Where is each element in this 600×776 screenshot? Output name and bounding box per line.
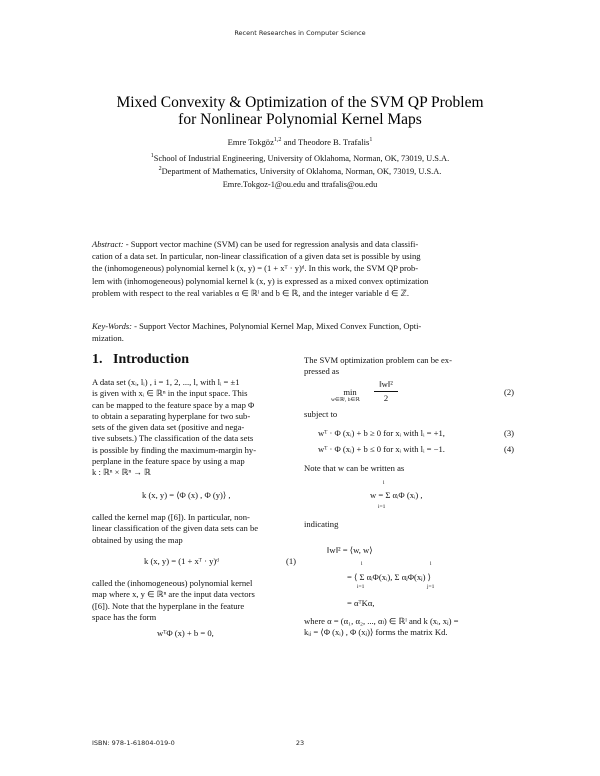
sum-upper-limit: l <box>361 561 363 567</box>
keywords <box>92 320 516 344</box>
keywords-label: Key-Words: <box>92 321 132 331</box>
title-line-2: for Nonlinear Polynomial Kernel Maps <box>178 111 422 128</box>
text-line: called the kernel map ([6]). In particular, non- <box>92 512 250 522</box>
text-line: tive subsets.) The classification of the data sets <box>92 433 254 444</box>
equation-2-numerator: ‖w‖² <box>379 379 393 389</box>
equation-2-number: (2) <box>503 387 514 397</box>
abstract-line: lem with (inhomogeneous) polynomial kernel k (x, y) is expressed as a mixed convex optimization <box>92 275 429 286</box>
text-line: is given with xᵢ ∈ ℝⁿ in the input space. This <box>92 388 248 399</box>
affiliation-2 <box>60 164 540 177</box>
intro-paragraph-3 <box>92 578 296 623</box>
text-line: pressed as <box>304 366 340 377</box>
paper-title <box>60 94 540 128</box>
text-line: k : ℝⁿ × ℝⁿ → ℝ <box>92 467 151 478</box>
equation-4: wᵀ · Φ (xᵢ) + b ≤ 0 for xᵢ with lᵢ = −1. <box>318 444 445 454</box>
equation-norm-1: ‖w‖² = ⟨w, w⟩ <box>327 545 373 555</box>
equation-w: w = Σ αᵢΦ (xᵢ) , <box>370 490 423 500</box>
sum-upper-limit: l <box>383 480 385 486</box>
text-line: kᵢⱼ = ⟨Φ (xᵢ) , Φ (xⱼ)⟩ forms the matrix Kd. <box>304 627 448 638</box>
text-line: where α = (α₁, α₂, ..., αₗ) ∈ ℝˡ and k (xᵢ, xⱼ) = <box>304 616 459 626</box>
text-line: ([6]). Note that the hyperplane in the feature <box>92 600 245 611</box>
title-line-1: Mixed Convexity & Optimization of the SVM QP Problem <box>116 94 484 111</box>
equation-3-number: (3) <box>503 428 514 438</box>
text-line: called the (inhomogeneous) polynomial kernel <box>92 578 253 588</box>
text-line: perplane in the feature space by using a map <box>92 456 245 467</box>
note-text: Note that w can be written as <box>304 463 405 473</box>
text-line: can be mapped to the feature space by a map Φ <box>92 399 255 410</box>
equation-hyperplane: wᵀΦ (x) + b = 0, <box>157 628 214 638</box>
abstract-line: problem with respect to the real variables α ∈ ℝˡ and b ∈ ℝ, and the integer variable d ∈ ℤ. <box>92 287 409 298</box>
abstract-line: the (inhomogeneous) polynomial kernel k (x, y) = (1 + xᵀ · y)ᵈ. In this work, the SVM QP prob- <box>92 263 419 274</box>
affiliation-2-mark: 2 <box>158 166 162 172</box>
sum-lower-limit: i=1 <box>378 504 386 510</box>
author-2-affil: 1 <box>369 137 373 143</box>
equation-2-min: min <box>343 387 357 397</box>
keywords-line: mization. <box>92 333 124 344</box>
page-number: 23 <box>295 739 305 747</box>
equation-3: wᵀ · Φ (xᵢ) + b ≥ 0 for xᵢ with lᵢ = +1, <box>318 428 445 438</box>
abstract <box>92 238 516 299</box>
affiliation-1-mark: 1 <box>150 153 154 159</box>
equation-norm-2-text: = ⟨ Σ αᵢΦ(xᵢ), Σ αⱼΦ(xⱼ) ⟩ <box>347 572 432 582</box>
author-1-affil: 1,2 <box>273 137 282 143</box>
authors <box>60 135 540 148</box>
svm-paragraph-last <box>304 616 514 639</box>
text-line: to obtain a separating hyperplane for two sub- <box>92 410 251 421</box>
running-header: Recent Researches in Computer Science <box>234 29 366 37</box>
text-line: sets of the given data set (positive and nega- <box>92 422 245 433</box>
text-line: obtained by using the map <box>92 534 183 545</box>
text-line: map where x, y ∈ ℝⁿ are the input data vectors <box>92 589 255 600</box>
footer-isbn: ISBN: 978-1-61804-019-0 <box>92 739 175 747</box>
author-1: Emre Tokgöz <box>227 136 274 147</box>
author-emails: Emre.Tokgoz-1@ou.edu and ttrafalis@ou.edu <box>222 180 378 189</box>
affiliation-1 <box>60 151 540 164</box>
equation-4-number: (4) <box>503 444 514 454</box>
intro-paragraph-1 <box>92 377 296 479</box>
author-2: and Theodore B. Trafalis <box>281 136 370 147</box>
equation-1-number: (1) <box>285 556 296 566</box>
affiliation-2-text: Department of Mathematics, University of Oklahoma, Norman, OK, 73019, U.S.A. <box>161 166 442 176</box>
equation-norm-3: = αᵀKα, <box>347 598 375 608</box>
text-line: A data set (xᵢ, lᵢ) , i = 1, 2, ..., l, with lᵢ = ±1 <box>92 377 240 387</box>
sum-lower-limit: i=1 <box>357 584 365 590</box>
text-line: space has the form <box>92 611 157 622</box>
keywords-line: - Support Vector Machines, Polynomial Kernel Map, Mixed Convex Function, Opti- <box>131 321 422 331</box>
text-line: The SVM optimization problem can be ex- <box>304 355 452 365</box>
intro-paragraph-2 <box>92 512 296 546</box>
section-title: Introduction <box>113 352 189 367</box>
sum-lower-limit: j=1 <box>427 584 435 590</box>
sum-upper-limit: l <box>430 561 432 567</box>
subject-to: subject to <box>304 409 338 419</box>
text-line: is possible by finding the maximum-margin hy- <box>92 444 257 455</box>
svm-paragraph-1 <box>304 355 514 378</box>
indicating-text: indicating <box>304 519 339 529</box>
section-number: 1. <box>92 352 103 367</box>
equation-1: k (x, y) = (1 + xᵀ · y)ᵈ <box>144 556 219 566</box>
equation-norm-2 <box>347 570 431 583</box>
abstract-line: cation of a data set. In particular, non-linear classification of a given data set is possible by using <box>92 251 421 262</box>
equation-2-subscript: w∈ℝˡ, b∈ℝ <box>331 397 360 403</box>
affiliation-1-text: School of Industrial Engineering, University of Oklahoma, Norman, OK, 73019, U.S.A. <box>153 153 450 163</box>
abstract-line: - Support vector machine (SVM) can be used for regression analysis and data classifi- <box>123 239 419 249</box>
equation-2-denominator: 2 <box>383 393 389 403</box>
equation-kernel: k (x, y) = ⟨Φ (x) , Φ (y)⟩ , <box>142 490 231 500</box>
fraction-bar <box>374 391 398 392</box>
section-heading <box>92 352 189 368</box>
text-line: linear classification of the given data sets can be <box>92 523 259 534</box>
abstract-label: Abstract: <box>92 239 124 249</box>
